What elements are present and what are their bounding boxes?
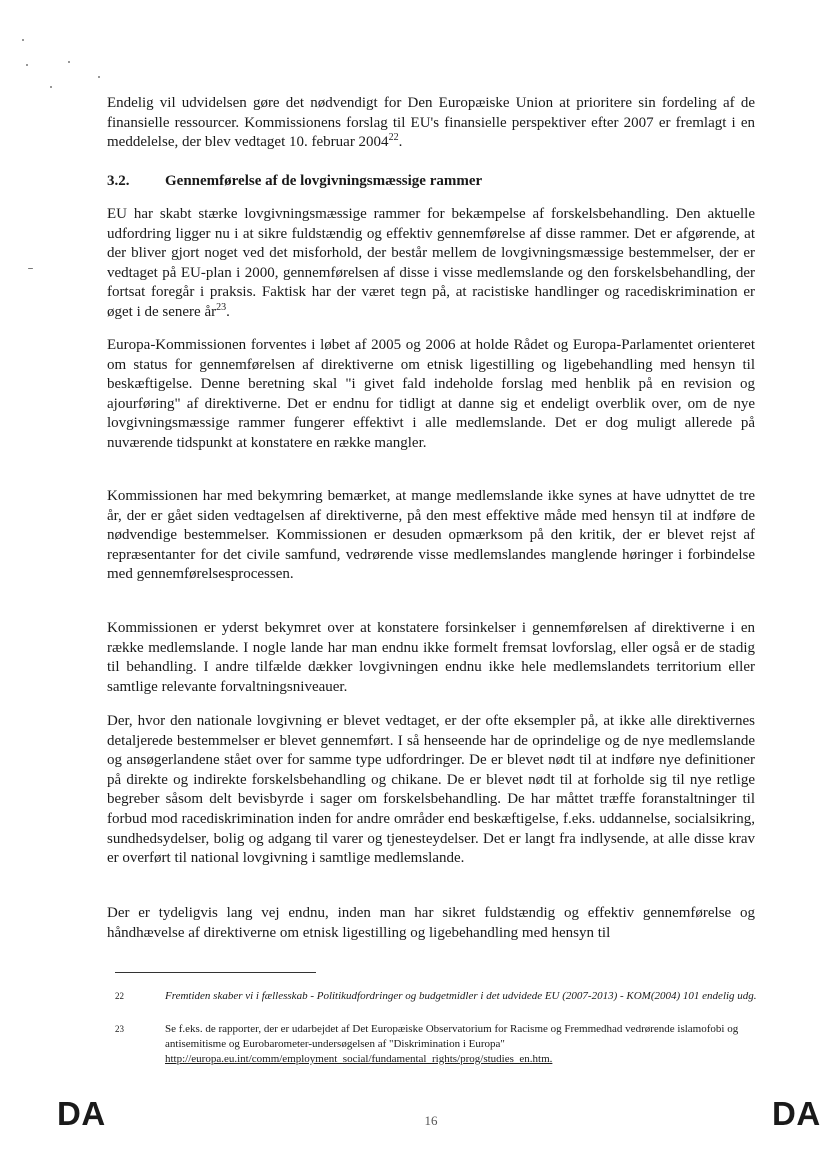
section-heading [107, 171, 755, 191]
footnote-22-text: Fremtiden skaber vi i fællesskab - Politikudfordringer og budgetmidler i det udvidede EU (2007-2013) - KOM(2004) 101 endelig udg. [165, 990, 757, 1002]
paragraph-1-text: EU har skabt stærke lovgivningsmæssige rammer for bekæmpelse af forskelsbehandling. Den aktuelle udfordring ligger nu i at sikre fuldstændig og effektiv gennemførelse af disse rammer. Det er afgørende, at der bliver gjort noget ved det misforhold, der består mellem de lovgivningsmæssige bestemmelser, der er vedtaget på EU-plan i 2000, gennemførelsen af disse i visse medlemslande og den forskelsbehandling, der fortsat foregår i praksis. Faktisk har der været tegn på, at racistiske handlinger og racediskrimination er øget i de senere år [107, 206, 755, 320]
paragraph-2: Europa-Kommissionen forventes i løbet af 2005 og 2006 at holde Rådet og Europa-Parlamentet orienteret om status for gennemførelsen af direktiverne om etnisk ligestilling og ligebehandling med hensyn til beskæftigelse. Denne beretning skal "i givet fald indeholde forslag med henblik på en revision og ajourføring" af direktiverne. Det er endnu for tidligt at danne sig et endeligt overblik over, om de nye lovgivningsmæssige rammer fungerer effektivt i alle medlemslande. Det er dog muligt allerede på nuværende tidspunkt at konstatere en række mangler. [107, 337, 755, 451]
scan-speck [22, 39, 24, 41]
intro-text: Endelig vil udvidelsen gøre det nødvendigt for Den Europæiske Union at prioritere sin fordeling af de finansielle ressourcer. Kommissionens forslag til EU's finansielle perspektiver efter 2007 er fremlagt i en meddelelse, der blev vedtaget 10. februar 2004 [107, 95, 755, 151]
footnote-23-link[interactable]: http://europa.eu.int/comm/employment_social/fundamental_rights/prog/studies_en.htm. [165, 1053, 553, 1065]
intro-end: . [398, 134, 403, 151]
paragraph-4: Kommissionen er yderst bekymret over at konstatere forsinkelser i gennemførelsen af direktiverne i en række medlemslande. I nogle lande har man endnu ikke formelt fremsat lovforslag, eller også er de stadig til behandling. I andre tilfælde dækker lovgivningen endnu ikke hele medlemslandets territorium eller samtlige relevante forvaltningsniveauer. [107, 620, 755, 695]
footnote-23-text: Se f.eks. de rapporter, der er udarbejdet af Det Europæiske Observatorium for Racisme og Fremmedhad vedrørende islamofobi og antisemitisme og Eurobarometer-undersøgelsen af "Diskrimination i Europa" [165, 1023, 739, 1050]
intro-paragraph [107, 94, 755, 153]
scan-speck [68, 61, 70, 63]
scan-speck [28, 268, 33, 269]
footnote-23-number: 23 [115, 1024, 124, 1034]
footnote-divider [115, 972, 316, 973]
footnote-ref-22[interactable]: 22 [388, 132, 399, 144]
paragraph-1 [107, 205, 755, 323]
scan-speck [98, 76, 100, 78]
language-mark-left: DA [57, 1095, 106, 1132]
paragraph-1-end: . [226, 303, 230, 320]
scan-speck [50, 86, 52, 88]
paragraph-6: Der er tydeligvis lang vej endnu, inden man har sikret fuldstændig og effektiv gennemførelse og håndhævelse af direktiverne om etnisk ligestilling og ligebehandling med hensyn til [107, 905, 755, 941]
paragraph-5: Der, hvor den nationale lovgivning er blevet vedtaget, er der ofte eksempler på, at ikke alle direktivernes detaljerede bestemmelser er blevet gennemført. I så henseende har de oprindelige og de nye medlemslande og ansøgerlandene stået over for samme type udfordringer. De er blevet nødt til at indføre nye definitioner på direkte og indirekte forskelsbehandling og chikane. De er blevet nødt til at forholde sig til nye retlige begreber såsom delt bevisbyrde i sager om forskelsbehandling. De har måttet træffe foranstaltninger til forbud mod racediskrimination inden for andre områder end beskæftigelse, f.eks. uddannelse, socialsikring, sundhedsydelser, bolig og adgang til varer og tjenesteydelser. Det er langt fra indlysende, at alle disse krav er overført til national lovgivning i samtlige medlemslande. [107, 713, 755, 867]
section-title: Gennemførelse af de lovgivningsmæssige rammer [165, 173, 483, 189]
section-number: 3.2. [107, 173, 130, 189]
scan-speck [26, 64, 28, 66]
footnote-23-body [165, 1022, 765, 1067]
footnote-ref-23[interactable]: 23 [216, 301, 227, 313]
footnote-22-number: 22 [115, 991, 124, 1001]
language-mark-right: DA [772, 1095, 821, 1132]
page-number: 16 [424, 1113, 438, 1128]
paragraph-3: Kommissionen har med bekymring bemærket, at mange medlemslande ikke synes at have udnyttet de tre år, der er gået siden vedtagelsen af direktiverne, på den mest effektive måde med hensyn til at indføre de nødvendige bestemmelser. Kommissionen er desuden opmærksom på den kritik, der er blevet rejst af repræsentanter for det civile samfund, vedrørende visse medlemslandes manglende høringer i forbindelse med gennemførelsesprocessen. [107, 488, 755, 583]
